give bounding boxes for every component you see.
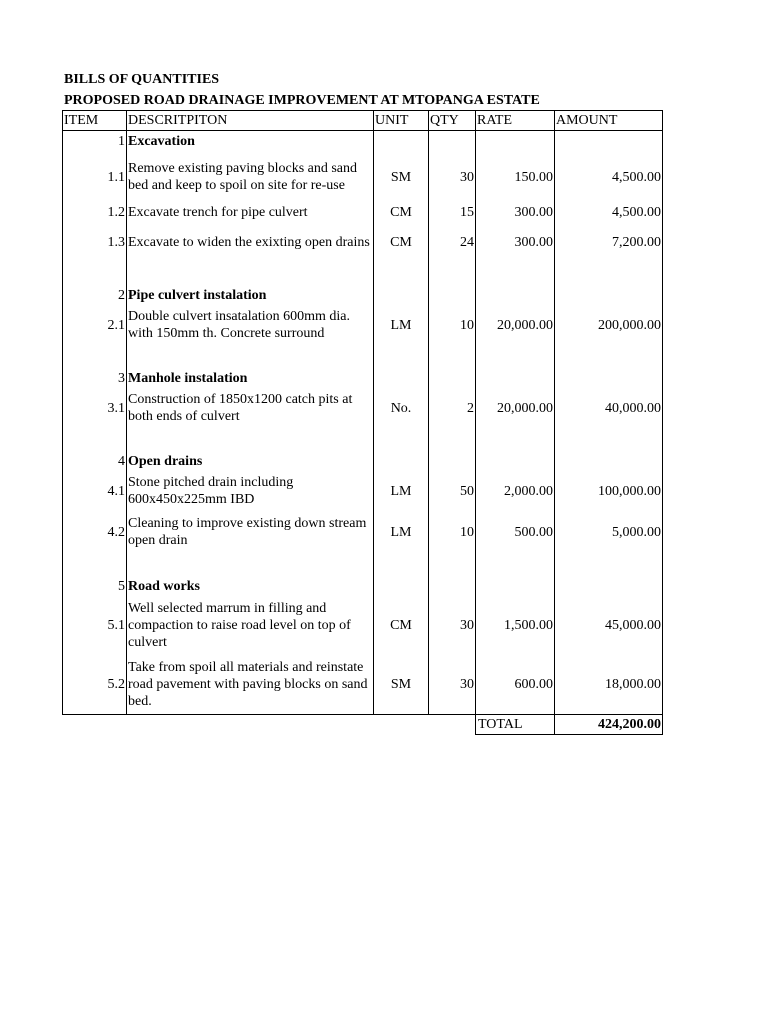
- item-qty: 30: [429, 596, 476, 655]
- spacer-row: [63, 262, 663, 285]
- item-description: Construction of 1850x1200 catch pits at both ends of culvert: [127, 388, 374, 428]
- spacer-cell: [63, 262, 127, 285]
- item-number: 1.1: [63, 151, 127, 203]
- spacer-cell: [555, 428, 663, 451]
- item-unit: LM: [374, 471, 429, 511]
- empty-cell: [429, 451, 476, 471]
- item-amount: 100,000.00: [555, 471, 663, 511]
- table-row: [63, 203, 663, 222]
- spacer-cell: [374, 428, 429, 451]
- item-rate: 1,500.00: [476, 596, 555, 655]
- table-row: [63, 222, 663, 262]
- item-unit: SM: [374, 655, 429, 714]
- item-amount: 45,000.00: [555, 596, 663, 655]
- spacer-cell: [127, 553, 374, 576]
- spacer-cell: [555, 262, 663, 285]
- spacer-cell: [374, 262, 429, 285]
- header-qty: QTY: [429, 111, 476, 131]
- empty-cell: [374, 451, 429, 471]
- section-title: Road works: [127, 576, 374, 596]
- item-rate: 300.00: [476, 222, 555, 262]
- item-rate: 150.00: [476, 151, 555, 203]
- table-row: [63, 596, 663, 655]
- spacer-cell: [476, 553, 555, 576]
- spacer-cell: [429, 345, 476, 368]
- item-description: Excavate to widen the exixting open drains: [127, 222, 374, 262]
- empty-cell: [476, 131, 555, 152]
- item-rate: 500.00: [476, 511, 555, 553]
- section-title: Pipe culvert instalation: [127, 285, 374, 305]
- empty-cell: [63, 714, 127, 734]
- empty-cell: [476, 368, 555, 388]
- item-number: 1.2: [63, 203, 127, 222]
- table-row: [63, 655, 663, 714]
- item-description: Well selected marrum in filling and compaction to raise road level on top of culvert: [127, 596, 374, 655]
- section-title: Excavation: [127, 131, 374, 152]
- spacer-cell: [374, 345, 429, 368]
- item-qty: 10: [429, 305, 476, 345]
- spacer-cell: [555, 553, 663, 576]
- table-row: [63, 471, 663, 511]
- item-description: Excavate trench for pipe culvert: [127, 203, 374, 222]
- section-row: [63, 368, 663, 388]
- empty-cell: [555, 368, 663, 388]
- spacer-cell: [555, 345, 663, 368]
- item-unit: SM: [374, 151, 429, 203]
- spacer-cell: [63, 428, 127, 451]
- header-unit: UNIT: [374, 111, 429, 131]
- spacer-row: [63, 345, 663, 368]
- spacer-cell: [127, 428, 374, 451]
- spacer-cell: [476, 428, 555, 451]
- item-amount: 4,500.00: [555, 151, 663, 203]
- table-row: [63, 305, 663, 345]
- item-unit: LM: [374, 305, 429, 345]
- spacer-cell: [429, 262, 476, 285]
- spacer-cell: [127, 262, 374, 285]
- empty-cell: [374, 131, 429, 152]
- item-number: 3.1: [63, 388, 127, 428]
- spacer-cell: [63, 345, 127, 368]
- item-amount: 4,500.00: [555, 203, 663, 222]
- spacer-row: [63, 553, 663, 576]
- item-qty: 10: [429, 511, 476, 553]
- empty-cell: [476, 285, 555, 305]
- empty-cell: [127, 714, 374, 734]
- total-label: TOTAL: [476, 714, 555, 734]
- section-row: [63, 131, 663, 152]
- spacer-cell: [127, 345, 374, 368]
- item-number: 4.2: [63, 511, 127, 553]
- item-rate: 20,000.00: [476, 305, 555, 345]
- spacer-cell: [63, 553, 127, 576]
- item-unit: CM: [374, 222, 429, 262]
- header-item: ITEM: [63, 111, 127, 131]
- header-amount: AMOUNT: [555, 111, 663, 131]
- item-qty: 15: [429, 203, 476, 222]
- item-number: 1.3: [63, 222, 127, 262]
- spacer-row: [63, 428, 663, 451]
- table-row: [63, 151, 663, 203]
- header-description: DESCRITPITON: [127, 111, 374, 131]
- empty-cell: [476, 451, 555, 471]
- empty-cell: [555, 451, 663, 471]
- section-number: 2: [63, 285, 127, 305]
- item-number: 4.1: [63, 471, 127, 511]
- item-amount: 40,000.00: [555, 388, 663, 428]
- document-title: BILLS OF QUANTITIES: [64, 72, 220, 87]
- item-qty: 50: [429, 471, 476, 511]
- item-number: 2.1: [63, 305, 127, 345]
- item-unit: No.: [374, 388, 429, 428]
- total-row: [63, 714, 663, 734]
- item-unit: LM: [374, 511, 429, 553]
- empty-cell: [555, 576, 663, 596]
- bill-of-quantities-table: [62, 110, 663, 735]
- item-description: Stone pitched drain including 600x450x225mm IBD: [127, 471, 374, 511]
- project-title: PROPOSED ROAD DRAINAGE IMPROVEMENT AT MTOPANGA ESTATE: [64, 93, 540, 108]
- header-rate: RATE: [476, 111, 555, 131]
- item-amount: 18,000.00: [555, 655, 663, 714]
- item-number: 5.2: [63, 655, 127, 714]
- item-rate: 300.00: [476, 203, 555, 222]
- spacer-cell: [429, 553, 476, 576]
- item-amount: 200,000.00: [555, 305, 663, 345]
- item-rate: 20,000.00: [476, 388, 555, 428]
- item-unit: CM: [374, 596, 429, 655]
- section-title: Manhole instalation: [127, 368, 374, 388]
- section-number: 1: [63, 131, 127, 152]
- item-description: Remove existing paving blocks and sand bed and keep to spoil on site for re-use: [127, 151, 374, 203]
- empty-cell: [374, 576, 429, 596]
- item-qty: 2: [429, 388, 476, 428]
- spacer-cell: [476, 345, 555, 368]
- section-row: [63, 451, 663, 471]
- spacer-cell: [374, 553, 429, 576]
- item-amount: 7,200.00: [555, 222, 663, 262]
- total-value: 424,200.00: [555, 714, 663, 734]
- section-number: 3: [63, 368, 127, 388]
- item-qty: 30: [429, 655, 476, 714]
- table-row: [63, 511, 663, 553]
- empty-cell: [429, 131, 476, 152]
- item-description: Double culvert insatalation 600mm dia. with 150mm th. Concrete surround: [127, 305, 374, 345]
- item-description: Take from spoil all materials and reinstate road pavement with paving blocks on sand bed.: [127, 655, 374, 714]
- item-rate: 2,000.00: [476, 471, 555, 511]
- table-header-row: [63, 111, 663, 131]
- empty-cell: [374, 285, 429, 305]
- section-title: Open drains: [127, 451, 374, 471]
- empty-cell: [374, 714, 429, 734]
- empty-cell: [555, 285, 663, 305]
- section-row: [63, 576, 663, 596]
- empty-cell: [429, 368, 476, 388]
- section-number: 4: [63, 451, 127, 471]
- spacer-cell: [429, 428, 476, 451]
- item-number: 5.1: [63, 596, 127, 655]
- spacer-cell: [476, 262, 555, 285]
- empty-cell: [429, 714, 476, 734]
- item-description: Cleaning to improve existing down stream open drain: [127, 511, 374, 553]
- item-rate: 600.00: [476, 655, 555, 714]
- section-row: [63, 285, 663, 305]
- table-row: [63, 388, 663, 428]
- empty-cell: [429, 576, 476, 596]
- section-number: 5: [63, 576, 127, 596]
- item-unit: CM: [374, 203, 429, 222]
- empty-cell: [555, 131, 663, 152]
- item-qty: 24: [429, 222, 476, 262]
- empty-cell: [476, 576, 555, 596]
- item-amount: 5,000.00: [555, 511, 663, 553]
- item-qty: 30: [429, 151, 476, 203]
- empty-cell: [374, 368, 429, 388]
- empty-cell: [429, 285, 476, 305]
